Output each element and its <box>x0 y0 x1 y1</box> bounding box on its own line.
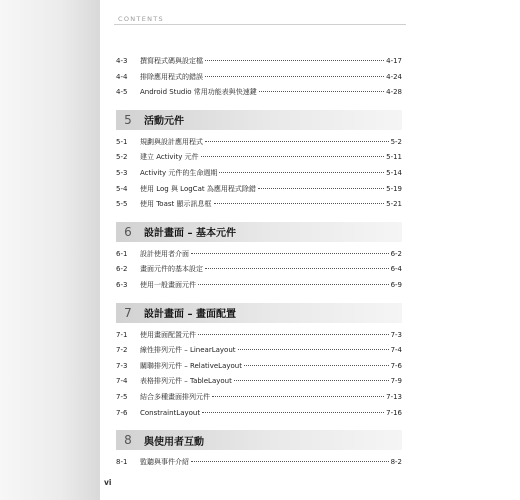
toc-entry[interactable] <box>116 359 402 375</box>
section-page: 4-24 <box>386 72 402 81</box>
toc-entry[interactable] <box>116 262 402 278</box>
chapter-number: 5 <box>124 112 132 127</box>
section-title: 設計使用者介面 <box>140 249 189 258</box>
toc-entry[interactable] <box>116 54 402 70</box>
section-title: Activity 元件的生命週期 <box>140 168 218 177</box>
section-page: 5-19 <box>386 184 402 193</box>
dot-leader <box>212 395 384 397</box>
section-number: 5-1 <box>116 137 128 146</box>
toc-entry[interactable] <box>116 70 402 86</box>
dot-leader <box>214 202 385 204</box>
toc-entry[interactable] <box>116 328 402 344</box>
section-title: 使用一般畫面元件 <box>140 280 196 289</box>
section-number: 7-1 <box>116 330 128 339</box>
section-page: 5-2 <box>390 137 402 146</box>
section-number: 5-5 <box>116 200 128 209</box>
dot-leader <box>205 140 389 142</box>
section-number: 4-4 <box>116 72 128 81</box>
chapter-title: 設計畫面 – 基本元件 <box>144 228 236 240</box>
dot-leader <box>258 187 384 189</box>
section-page: 5-21 <box>386 200 402 209</box>
section-number: 6-3 <box>116 280 128 289</box>
chapter-number: 7 <box>124 305 132 320</box>
toc-entry[interactable] <box>116 278 402 294</box>
section-number: 7-5 <box>116 392 128 401</box>
dot-leader <box>198 283 389 285</box>
header-divider <box>114 24 406 25</box>
section-title: 使用畫面配置元件 <box>140 330 196 339</box>
chapter-title: 與使用者互動 <box>144 436 204 448</box>
section-page: 5-14 <box>386 168 402 177</box>
section-page: 5-11 <box>386 153 402 162</box>
section-page: 6-4 <box>390 265 402 274</box>
toc-entry[interactable] <box>116 455 402 471</box>
section-title: 結合多種畫面排列元件 <box>140 392 210 401</box>
page-number: vi <box>104 478 112 487</box>
page-margin-band <box>0 0 100 500</box>
toc-entry[interactable] <box>116 135 402 151</box>
section-title: 使用 Toast 顯示訊息框 <box>140 200 212 209</box>
section-page: 6-9 <box>390 280 402 289</box>
dot-leader <box>202 411 384 413</box>
dot-leader <box>198 333 389 335</box>
chapter-title: 活動元件 <box>144 116 184 128</box>
chapter-header[interactable] <box>116 430 402 450</box>
section-title: 關聯排列元件 – RelativeLayout <box>140 361 242 370</box>
section-number: 5-4 <box>116 184 128 193</box>
toc-entry[interactable] <box>116 85 402 101</box>
section-number: 8-1 <box>116 458 128 467</box>
section-page: 7-9 <box>390 377 402 386</box>
section-number: 5-3 <box>116 168 128 177</box>
section-title: 規劃與設計應用程式 <box>140 137 203 146</box>
toc-entry[interactable] <box>116 197 402 213</box>
contents-header: CONTENTS <box>118 15 164 23</box>
chapter-header[interactable] <box>116 222 402 242</box>
dot-leader <box>205 59 384 61</box>
toc-entry[interactable] <box>116 390 402 406</box>
chapter-number: 6 <box>124 224 132 239</box>
chapter-header[interactable] <box>116 303 402 323</box>
toc-entry[interactable] <box>116 182 402 198</box>
dot-leader <box>238 348 389 350</box>
dot-leader <box>191 252 389 254</box>
section-page: 7-3 <box>390 330 402 339</box>
dot-leader <box>205 75 384 77</box>
section-title: 排除應用程式的錯誤 <box>140 72 203 81</box>
section-title: 線性排列元件 – LinearLayout <box>140 346 236 355</box>
toc-entry[interactable] <box>116 247 402 263</box>
section-page: 7-4 <box>390 346 402 355</box>
section-page: 6-2 <box>390 249 402 258</box>
section-title: 使用 Log 與 LogCat 為應用程式除錯 <box>140 184 256 193</box>
chapter-number: 8 <box>124 433 132 448</box>
section-page: 7-13 <box>386 392 402 401</box>
dot-leader <box>234 379 389 381</box>
toc-entry[interactable] <box>116 343 402 359</box>
section-page: 7-16 <box>386 408 402 417</box>
toc-entry[interactable] <box>116 374 402 390</box>
table-of-contents <box>116 54 402 471</box>
dot-leader <box>205 267 389 269</box>
section-number: 6-2 <box>116 265 128 274</box>
section-title: ConstraintLayout <box>140 408 201 417</box>
section-number: 7-2 <box>116 346 128 355</box>
dot-leader <box>201 155 384 157</box>
section-title: 監聽與事件介紹 <box>140 458 189 467</box>
section-title: Android Studio 常用功能表與快速鍵 <box>140 88 257 97</box>
section-number: 7-6 <box>116 408 128 417</box>
dot-leader <box>244 364 389 366</box>
chapter-title: 設計畫面 – 畫面配置 <box>144 309 236 321</box>
section-page: 4-17 <box>386 57 402 65</box>
section-number: 5-2 <box>116 153 128 162</box>
section-number: 4-5 <box>116 88 128 97</box>
section-title: 畫面元件的基本設定 <box>140 265 203 274</box>
section-number: 7-3 <box>116 361 128 370</box>
dot-leader <box>259 90 384 92</box>
section-page: 7-6 <box>390 361 402 370</box>
toc-entry[interactable] <box>116 150 402 166</box>
section-page: 8-2 <box>390 458 402 467</box>
section-title: 建立 Activity 元件 <box>140 153 199 162</box>
section-title: 撰寫程式碼與設定檔 <box>140 57 203 65</box>
section-number: 4-3 <box>116 57 128 65</box>
chapter-header[interactable] <box>116 110 402 130</box>
section-page: 4-28 <box>386 88 402 97</box>
section-number: 6-1 <box>116 249 128 258</box>
section-number: 7-4 <box>116 377 128 386</box>
toc-entry[interactable] <box>116 166 402 182</box>
dot-leader <box>191 460 389 462</box>
section-title: 表格排列元件 – TableLayout <box>140 377 232 386</box>
dot-leader <box>219 171 384 173</box>
toc-entry[interactable] <box>116 406 402 422</box>
